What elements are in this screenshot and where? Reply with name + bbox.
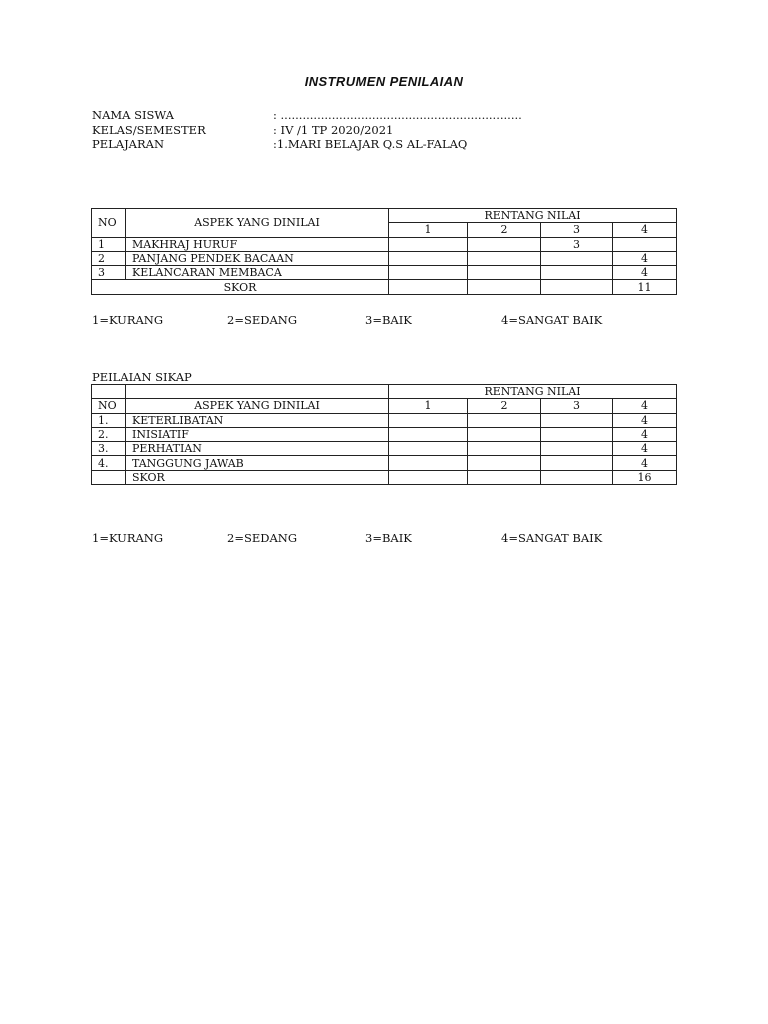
row-no: 4. — [92, 456, 126, 470]
row-score-3: 3 — [541, 237, 613, 251]
header-range: RENTANG NILAI — [389, 385, 677, 399]
scale-4: 4 — [613, 399, 677, 413]
table-row — [92, 456, 677, 470]
row-no: 3. — [92, 442, 126, 456]
info-label: PELAJARAN — [92, 137, 165, 151]
row-score-1 — [389, 266, 468, 280]
empty-cell — [389, 470, 468, 484]
scale-2: 2 — [468, 399, 541, 413]
row-aspect: MAKHRAJ HURUF — [126, 237, 389, 251]
empty-cell — [541, 280, 613, 294]
scale-2: 2 — [468, 223, 541, 237]
row-aspect: PERHATIAN — [126, 442, 389, 456]
header-no: NO — [92, 209, 126, 238]
row-no: 3 — [92, 266, 126, 280]
section-title: PEILAIAN SIKAP — [92, 370, 192, 384]
legend-item: 4=SANGAT BAIK — [501, 313, 603, 327]
table-row — [92, 237, 677, 251]
scale-3: 3 — [541, 223, 613, 237]
row-score-4 — [613, 237, 677, 251]
row-score-3 — [541, 266, 613, 280]
legend-item: 2=SEDANG — [227, 313, 297, 327]
row-score-4: 4 — [613, 442, 677, 456]
row-no: 2. — [92, 427, 126, 441]
legend-item: 4=SANGAT BAIK — [501, 531, 603, 545]
row-score-2 — [468, 413, 541, 427]
info-label: NAMA SISWA — [92, 108, 174, 122]
row-score-2 — [468, 251, 541, 265]
row-score-1 — [389, 427, 468, 441]
student-info — [92, 108, 522, 152]
row-aspect: PANJANG PENDEK BACAAN — [126, 251, 389, 265]
row-score-4: 4 — [613, 413, 677, 427]
info-label: KELAS/SEMESTER — [92, 122, 206, 137]
row-score-3 — [541, 427, 613, 441]
legend-item: 2=SEDANG — [227, 531, 297, 545]
row-no: 2 — [92, 251, 126, 265]
row-score-3 — [541, 442, 613, 456]
row-score-3 — [541, 413, 613, 427]
row-aspect: KETERLIBATAN — [126, 413, 389, 427]
table-row — [92, 442, 677, 456]
info-value: : .................................................................. — [273, 108, 522, 122]
row-score-2 — [468, 456, 541, 470]
score-label: SKOR — [92, 280, 389, 294]
scale-3: 3 — [541, 399, 613, 413]
score-row — [92, 280, 677, 294]
row-score-1 — [389, 251, 468, 265]
table-row — [92, 251, 677, 265]
row-score-1 — [389, 413, 468, 427]
header-no: NO — [92, 399, 126, 413]
table-row — [92, 413, 677, 427]
info-row-student-name — [92, 108, 522, 123]
row-aspect: INISIATIF — [126, 427, 389, 441]
row-score-1 — [389, 237, 468, 251]
info-value: : IV /1 TP 2020/2021 — [273, 122, 394, 137]
scale-1: 1 — [389, 223, 468, 237]
empty-cell — [92, 470, 126, 484]
score-value: 16 — [613, 470, 677, 484]
row-score-4: 4 — [613, 251, 677, 265]
row-score-3 — [541, 251, 613, 265]
legend-item: 3=BAIK — [365, 313, 412, 327]
row-score-4: 4 — [613, 427, 677, 441]
legend-item: 3=BAIK — [365, 531, 412, 545]
score-row — [92, 470, 677, 484]
score-value: 11 — [613, 280, 677, 294]
attitude-table — [91, 384, 677, 485]
row-no: 1. — [92, 413, 126, 427]
table-row — [92, 266, 677, 280]
table-row — [92, 427, 677, 441]
row-aspect: KELANCARAN MEMBACA — [126, 266, 389, 280]
row-score-1 — [389, 442, 468, 456]
info-value: :1.MARI BELAJAR Q.S AL-FALAQ — [273, 137, 468, 151]
row-score-4: 4 — [613, 456, 677, 470]
row-score-2 — [468, 427, 541, 441]
row-score-3 — [541, 456, 613, 470]
empty-cell — [92, 385, 126, 399]
row-score-2 — [468, 442, 541, 456]
legend-item: 1=KURANG — [92, 531, 164, 545]
row-score-1 — [389, 456, 468, 470]
row-score-4: 4 — [613, 266, 677, 280]
header-aspect: ASPEK YANG DINILAI — [126, 209, 389, 238]
assessment-table — [91, 208, 677, 295]
empty-cell — [126, 385, 389, 399]
empty-cell — [389, 280, 468, 294]
empty-cell — [468, 280, 541, 294]
row-score-2 — [468, 237, 541, 251]
empty-cell — [541, 470, 613, 484]
empty-cell — [468, 470, 541, 484]
row-aspect: TANGGUNG JAWAB — [126, 456, 389, 470]
score-label: SKOR — [126, 470, 389, 484]
scale-4: 4 — [613, 223, 677, 237]
document-title: INSTRUMEN PENILAIAN — [304, 74, 464, 89]
scale-1: 1 — [389, 399, 468, 413]
header-aspect: ASPEK YANG DINILAI — [126, 399, 389, 413]
legend-item: 1=KURANG — [92, 313, 164, 327]
row-no: 1 — [92, 237, 126, 251]
info-row-subject — [92, 137, 522, 152]
header-range: RENTANG NILAI — [389, 209, 677, 223]
row-score-2 — [468, 266, 541, 280]
info-row-class-semester — [92, 123, 522, 138]
